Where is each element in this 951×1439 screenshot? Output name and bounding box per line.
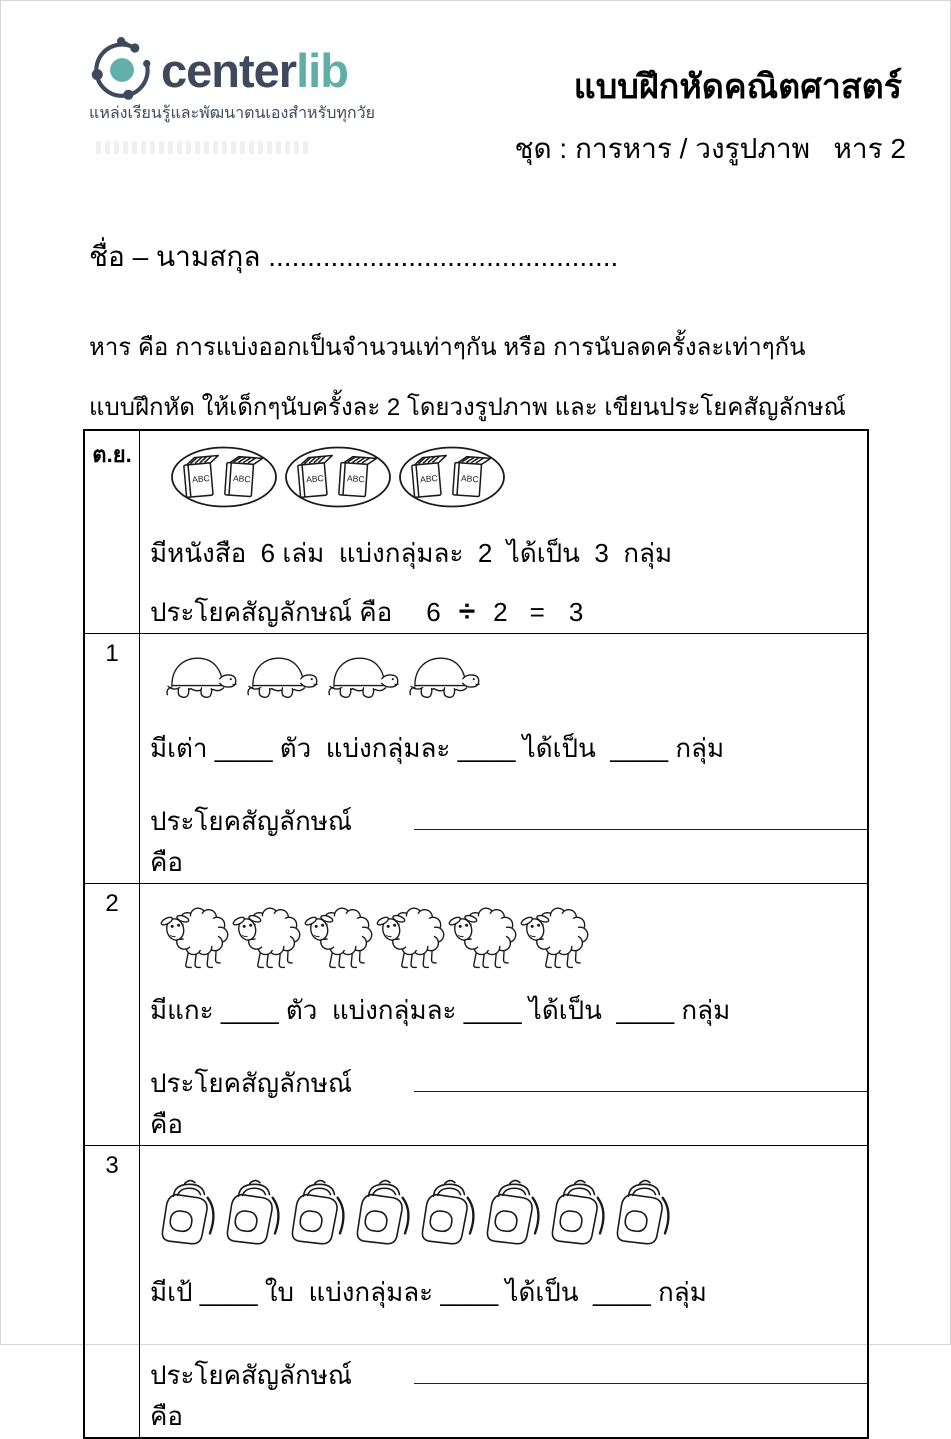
backpack-image — [550, 1174, 612, 1250]
problem-number: 3 — [85, 1146, 140, 1437]
problem-images — [162, 650, 867, 706]
answer-blank — [414, 1065, 867, 1092]
problem-content — [140, 884, 867, 1145]
brand-tagline: แหล่งเรียนรู้และพัฒนาตนเองสำหรับทุกวัย — [89, 105, 375, 122]
problem-content — [140, 634, 867, 883]
example-equation-line — [150, 592, 867, 633]
backpack-image — [160, 1174, 222, 1250]
book-group-image — [396, 445, 508, 509]
problem-row-2 — [85, 883, 867, 1145]
problem-row-1 — [85, 633, 867, 883]
brand-text-lib: lib — [296, 44, 348, 97]
sheep-image — [376, 896, 446, 972]
equation-prefix: ประโยคสัญลักษณ์ คือ — [150, 597, 393, 627]
brand-text-center: center — [161, 44, 297, 97]
page-title: แบบฝึกหัดคณิตศาสตร์ — [573, 68, 902, 106]
problem-images — [160, 896, 867, 972]
centerlib-wordmark — [161, 43, 348, 98]
sheep-image — [520, 896, 590, 972]
example-label: ต.ย. — [85, 431, 140, 633]
division-sign: ÷ — [458, 595, 476, 628]
answer-blank — [414, 1357, 867, 1384]
centerlib-logo-icon — [89, 37, 155, 103]
sheep-image — [160, 896, 230, 972]
example-images — [168, 445, 867, 509]
example-row — [85, 431, 867, 633]
backpack-image — [615, 1174, 677, 1250]
backpack-image — [290, 1174, 352, 1250]
turtle-image — [324, 650, 400, 706]
equals-sign: = — [529, 597, 545, 627]
problem-answer-line — [150, 1063, 867, 1145]
turtle-image — [162, 650, 238, 706]
backpack-image — [485, 1174, 547, 1250]
sheep-image — [304, 896, 374, 972]
problem-number: 1 — [85, 634, 140, 883]
instruction-task: แบบฝึกหัด ให้เด็กๆนับครั้งละ 2 โดยวงรูปภาพ และ เขียนประโยคสัญลักษณ์ — [89, 394, 846, 421]
example-content — [140, 431, 867, 633]
faded-watermark-line — [96, 141, 311, 154]
problems-table — [83, 429, 869, 1439]
problem-images — [160, 1174, 867, 1250]
problem-sentence: มีแกะ ____ ตัว แบ่งกลุ่มละ ____ ได้เป็น ____ กลุ่ม — [150, 995, 731, 1025]
equation — [392, 595, 583, 629]
backpack-image — [355, 1174, 417, 1250]
equation-quotient: 3 — [568, 597, 584, 627]
page-subtitle: ชุด : การหาร / วงรูปภาพ หาร 2 — [514, 133, 906, 164]
problem-content — [140, 1146, 867, 1437]
problem-sentence: มีเป้ ____ ใบ แบ่งกลุ่มละ ____ ได้เป็น ____ กลุ่ม — [150, 1277, 707, 1307]
problem-row-3 — [85, 1145, 867, 1437]
sheep-image — [448, 896, 518, 972]
answer-blank — [414, 803, 867, 830]
equation-divisor: 2 — [493, 597, 508, 627]
backpack-image — [420, 1174, 482, 1250]
sheep-image — [232, 896, 302, 972]
example-sentence: มีหนังสือ 6 เล่ม แบ่งกลุ่มละ 2 ได้เป็น 3 กลุ่ม — [150, 538, 673, 568]
instruction-definition: หาร คือ การแบ่งออกเป็นจำนวนเท่าๆกัน หรือ การนับลดครั้งละเท่าๆกัน — [89, 334, 806, 361]
name-surname-line: ชื่อ – นามสกุล ............................................. — [89, 241, 619, 272]
turtle-image — [405, 650, 481, 706]
problem-sentence: มีเต่า ____ ตัว แบ่งกลุ่มละ ____ ได้เป็น ____ กลุ่ม — [150, 733, 725, 763]
problem-number: 2 — [85, 884, 140, 1145]
equation-dividend: 6 — [426, 597, 441, 627]
backpack-image — [225, 1174, 287, 1250]
problem-answer-line — [150, 1355, 867, 1437]
problem-answer-line — [150, 801, 867, 883]
book-group-image — [168, 445, 280, 509]
answer-prefix: ประโยคสัญลักษณ์ คือ — [150, 1068, 367, 1139]
answer-prefix: ประโยคสัญลักษณ์ คือ — [150, 1360, 367, 1431]
answer-prefix: ประโยคสัญลักษณ์ คือ — [150, 806, 367, 877]
book-group-image — [282, 445, 394, 509]
turtle-image — [243, 650, 319, 706]
